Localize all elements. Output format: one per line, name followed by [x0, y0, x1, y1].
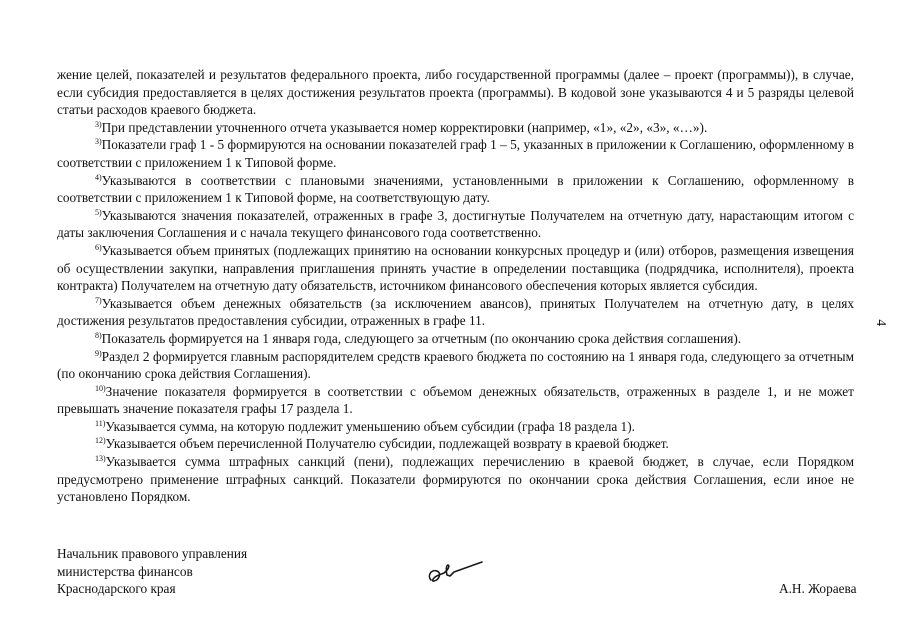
signatory-title [57, 545, 287, 598]
intro-paragraph: жение целей, показателей и результатов федерального проекта, либо государственной программы (далее – проект (программы)), в случае, если субсидия предоставляется в целях достижения результатов проекта (программы). В кодовой зоне указываются 4 и 5 разряды целевой статьи расходов краевого бюджета. [57, 67, 854, 118]
footnote-text: Указываются значения показателей, отраженных в графе 3, достигнутые Получателем на отчетную дату, нарастающим итогом с даты заключения Соглашения и с начала текущего финансового года соответственно. [57, 207, 854, 241]
footnote-marker: 13) [95, 454, 106, 464]
footnote-text: Указывается объем принятых (подлежащих принятию на основании конкурсных процедур и (или) отборов, размещения извещения об осуществлении закупки, направления приглашения принять участие в определении поставщика (подрядчика, исполнителя), проекта контракта) Получателем на отчетную дату обязательств, источником финансового обеспечения которых является субсидия. [57, 242, 854, 294]
footnote-text: Раздел 2 формируется главным распорядителем средств краевого бюджета по состоянию на 1 января года, следующего за отчетным (по окончанию срока действия Соглашения). [57, 348, 854, 382]
footnote-marker: 4) [95, 172, 102, 182]
page-number: 4 [874, 319, 890, 327]
footnote-marker: 6) [95, 242, 102, 252]
footnote-text: Показатели граф 1 - 5 формируются на основании показателей граф 1 – 5, указанных в приложении к Соглашению, оформленному в соответствии с приложением 1 к Типовой форме. [57, 137, 854, 170]
footnote-marker: 5) [95, 207, 102, 217]
footnote-marker: 11) [95, 418, 106, 428]
footnote-marker: 12) [95, 436, 106, 446]
signatory-name: А.Н. Жораева [779, 581, 857, 596]
footnote-text: Показатель формируется на 1 января года, следующего за отчетным (по окончанию срока действия соглашения). [101, 330, 742, 346]
footnote-5 [57, 207, 854, 242]
footnote-11 [57, 418, 854, 436]
footnotes-body [57, 66, 854, 506]
footnote-marker: 10) [95, 383, 106, 393]
footnote-12 [57, 435, 854, 453]
footnote-text: Указывается сумма штрафных санкций (пени), подлежащих перечислению в краевой бюджет, в случае, если Порядком предусмотрено применение штрафных санкций. Показатели формируются по окончании срока действия Соглашения, если иное не установлено Порядком. [57, 454, 854, 505]
footnote-6 [57, 242, 854, 295]
footnote-text: При представлении уточненного отчета указывается номер корректировки (например, «1», «2», «3», «…»). [101, 119, 708, 135]
footnote-10 [57, 383, 854, 418]
signatory-position-line: Начальник правового управления [57, 546, 248, 561]
footnote-4 [57, 172, 854, 207]
footnote-3b [57, 136, 854, 171]
footnote-marker: 9) [95, 348, 102, 358]
footnote-3a [57, 119, 854, 137]
footnote-8 [57, 330, 854, 348]
handwritten-signature [425, 560, 487, 586]
signatory-region-line: Краснодарского края [57, 581, 176, 597]
footnote-marker: 8) [95, 330, 102, 340]
signatory-ministry-line: министерства финансов [57, 563, 193, 579]
footnote-marker: 3) [95, 137, 102, 147]
footnote-text: Значение показателя формируется в соответствии с объемом денежных обязательств, отраженных в разделе 1, и не может превышать значение показателя графы 17 раздела 1. [57, 383, 854, 417]
footnote-9 [57, 348, 854, 383]
footnote-text: Указывается объем перечисленной Получателю субсидии, подлежащей возврату в краевой бюджет. [105, 436, 669, 452]
footnote-13 [57, 453, 854, 506]
footnote-text: Указывается сумма, на которую подлежит уменьшению объем субсидии (графа 18 раздела 1). [105, 418, 635, 434]
footnote-marker: 3) [95, 119, 102, 129]
footnote-7 [57, 295, 854, 330]
footnote-marker: 7) [95, 295, 102, 305]
footnote-text: Указывается объем денежных обязательств (за исключением авансов), принятых Получателем на отчетную дату, в целях достижения результатов предоставления субсидии, отраженных в графе 11. [57, 295, 854, 329]
footnote-text: Указываются в соответствии с плановыми значениями, установленными в приложении к Соглашению, оформленному в соответствии с приложением 1 к Типовой форме, на соответствующую дату. [57, 172, 854, 206]
